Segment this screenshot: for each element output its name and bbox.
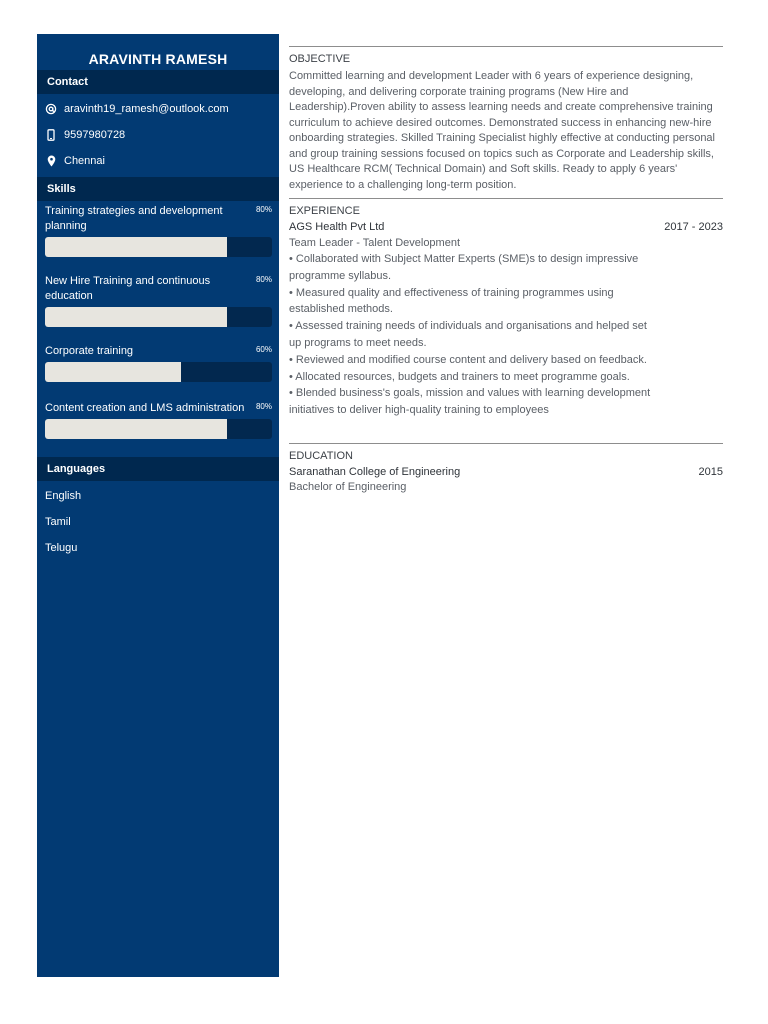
contact-location bbox=[37, 148, 279, 174]
sidebar bbox=[37, 34, 279, 977]
skill-percent: 80% bbox=[255, 205, 272, 214]
skill-name: Corporate training bbox=[45, 345, 134, 357]
objective-text: Committed learning and development Leader with 6 years of experience designing, developing, and delivering corporate training programs (New Hire and Leadership).Proven ability to assess learning needs and create comprehensive training curriculum to achieve desired outcomes. Demonstrated success in enhancing new-hire onboarding strategies. Skilled Training Specialist highly effective at conducting personal and group training sessions focused on topics such as Corporate and Leadership skills, US Healthcare RCM( Technical Domain) and Soft skills. Ready to apply 6 years' experience to a challenging long-term position. bbox=[289, 70, 715, 191]
skill-name: Training strategies and development planning bbox=[45, 205, 223, 232]
skill-bar-fill bbox=[45, 237, 227, 257]
job-bullet: • Assessed training needs of individuals and organisations and helped set up programs to meet needs. bbox=[289, 320, 647, 349]
skill-bar bbox=[45, 307, 272, 327]
skill-name: New Hire Training and continuous education bbox=[45, 275, 211, 302]
education-divider bbox=[289, 443, 723, 444]
objective-divider bbox=[289, 46, 723, 47]
at-icon bbox=[43, 103, 59, 115]
location-text: Chennai bbox=[64, 155, 105, 167]
skill-item bbox=[37, 333, 279, 390]
skill-bar-fill bbox=[45, 419, 227, 439]
job-bullet: • Allocated resources, budgets and trainers to meet programme goals. bbox=[289, 370, 630, 383]
contact-heading: Contact bbox=[37, 70, 279, 94]
skill-percent: 60% bbox=[255, 345, 272, 354]
education-year: 2015 bbox=[698, 465, 723, 478]
experience-heading: EXPERIENCE bbox=[289, 205, 360, 217]
map-pin-icon bbox=[43, 155, 59, 167]
job-company: AGS Health Pvt Ltd bbox=[289, 221, 385, 233]
contact-phone[interactable] bbox=[37, 122, 279, 148]
languages-heading: Languages bbox=[37, 457, 279, 481]
language-item: Tamil bbox=[45, 516, 71, 528]
education-entry bbox=[289, 466, 723, 495]
job-dates: 2017 - 2023 bbox=[664, 221, 723, 233]
skill-bar bbox=[45, 237, 272, 257]
skills-heading: Skills bbox=[37, 177, 279, 201]
skill-item bbox=[37, 390, 279, 447]
education-heading: EDUCATION bbox=[289, 449, 353, 462]
education-school: Saranathan College of Engineering bbox=[289, 465, 461, 478]
education-degree: Bachelor of Engineering bbox=[289, 480, 407, 493]
job-bullets bbox=[289, 251, 654, 419]
profile-name: ARAVINTH RAMESH bbox=[88, 51, 228, 67]
job-bullet: • Blended business's goals, mission and values with learning development initiatives to deliver high-quality training to employees bbox=[289, 387, 651, 417]
language-item: Telugu bbox=[45, 542, 78, 554]
skills-list bbox=[37, 201, 279, 447]
skill-bar-fill bbox=[45, 307, 227, 327]
language-item: English bbox=[45, 490, 82, 502]
objective-heading: OBJECTIVE bbox=[289, 53, 351, 65]
job-bullet: • Reviewed and modified course content and delivery based on feedback. bbox=[289, 353, 647, 366]
job-bullet: • Measured quality and effectiveness of training programmes using established methods. bbox=[289, 286, 614, 316]
experience-divider bbox=[289, 198, 723, 199]
skill-bar bbox=[45, 419, 272, 439]
job-bullet: • Collaborated with Subject Matter Experts (SME)s to design impressive programme syllabus. bbox=[289, 253, 639, 282]
job-role: Team Leader - Talent Development bbox=[289, 237, 461, 249]
skill-percent: 80% bbox=[255, 275, 272, 284]
skill-percent: 80% bbox=[255, 402, 272, 411]
skill-name: Content creation and LMS administration bbox=[45, 402, 245, 414]
phone-text: 9597980728 bbox=[64, 129, 126, 141]
skill-bar-fill bbox=[45, 362, 181, 382]
job-entry bbox=[289, 221, 723, 419]
main-content bbox=[289, 46, 723, 495]
skill-bar bbox=[45, 362, 272, 382]
mobile-phone-icon bbox=[43, 129, 59, 141]
skill-item bbox=[37, 263, 279, 333]
contact-email[interactable] bbox=[37, 96, 279, 122]
skill-item bbox=[37, 201, 279, 263]
email-text: aravinth19_ramesh@outlook.com bbox=[64, 103, 229, 115]
